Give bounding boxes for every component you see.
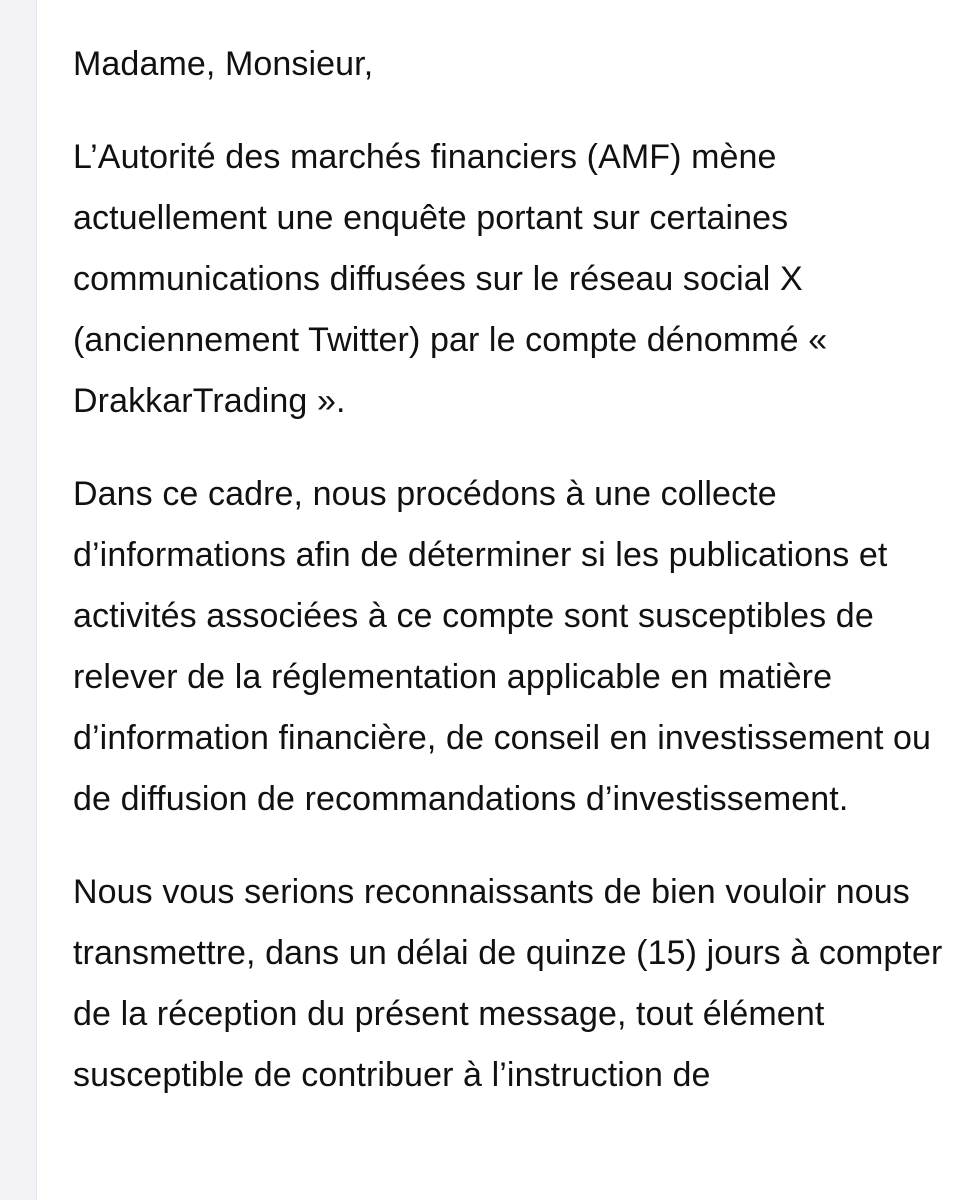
message-content-panel: [36, 0, 980, 1200]
paragraph-information-collection: Dans ce cadre, nous procédons à une collecte d’informations afin de déterminer si les publications et activités associées à ce compte sont susceptibles de relever de la réglementation applicable en matière d’information financière, de conseil en investissement ou de diffusion de recommandations d’investissement.: [73, 475, 932, 818]
left-gutter: [0, 0, 36, 1200]
paragraph-request: Nous vous serions reconnaissants de bien vouloir nous transmettre, dans un délai de quinze (15) jours à compter de la réception du présent message, tout élément susceptible de contribuer à l’instruction de: [73, 873, 943, 1094]
paragraph-investigation: L’Autorité des marchés financiers (AMF) mène actuellement une enquête portant sur certaines communications diffusées sur le réseau social X (anciennement Twitter) par le compte dénommé « DrakkarTrading ».: [73, 138, 828, 420]
message-body: [73, 34, 953, 1138]
salutation: Madame, Monsieur,: [73, 45, 374, 83]
